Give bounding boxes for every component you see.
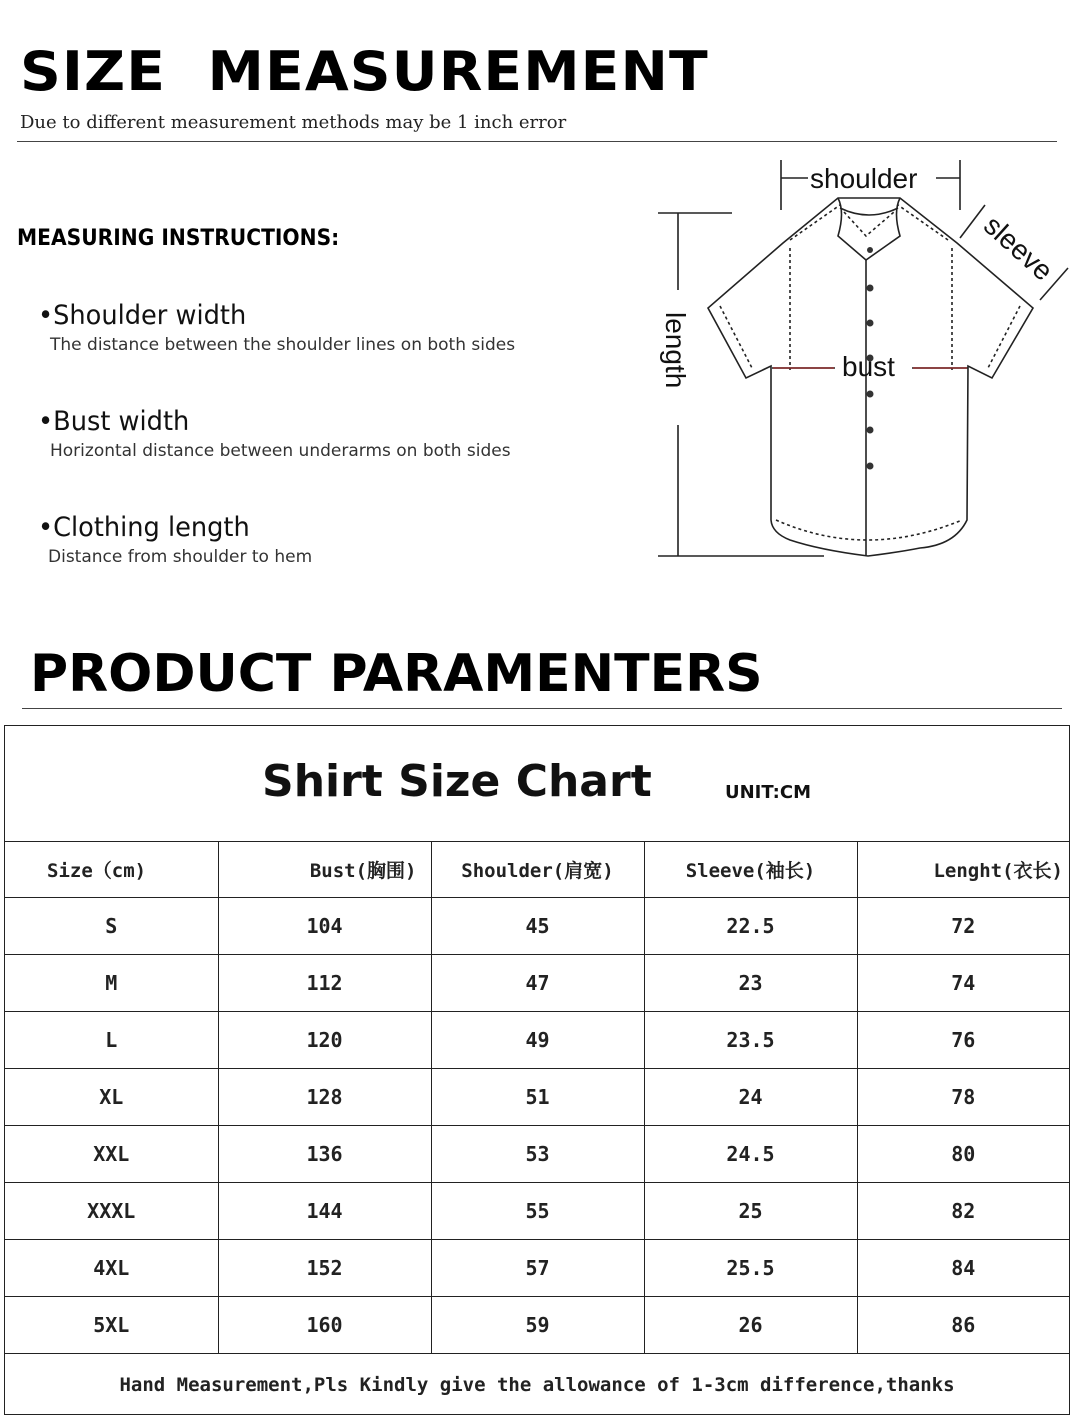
table-cell: 49 <box>431 1012 644 1069</box>
table-cell: 24.5 <box>644 1126 857 1183</box>
table-row <box>5 1297 1069 1354</box>
size-chart <box>4 725 1070 1415</box>
table-cell: 76 <box>857 1012 1069 1069</box>
table-cell: 51 <box>431 1069 644 1126</box>
column-header: Size（cm) <box>5 841 218 898</box>
table-row <box>5 1012 1069 1069</box>
table-cell: XXL <box>5 1126 218 1183</box>
table-cell: 25 <box>644 1183 857 1240</box>
instruction-shoulder <box>38 300 515 355</box>
instruction-desc: Horizontal distance between underarms on both sides <box>50 441 511 461</box>
instruction-title: •Clothing length <box>38 512 250 543</box>
table-cell: 128 <box>218 1069 431 1126</box>
chart-unit: UNIT:CM <box>725 782 811 803</box>
table-row <box>5 1240 1069 1297</box>
table-cell: 22.5 <box>644 898 857 955</box>
instruction-title: •Shoulder width <box>38 300 247 331</box>
chart-footnote: Hand Measurement,Pls Kindly give the allowance of 1-3cm difference,thanks <box>119 1374 955 1396</box>
table-cell: 86 <box>857 1297 1069 1354</box>
table-header-row <box>5 841 1069 898</box>
page-subtitle: Due to different measurement methods may be 1 inch error <box>20 112 567 133</box>
table-cell: 74 <box>857 955 1069 1012</box>
table-cell: L <box>5 1012 218 1069</box>
shirt-diagram <box>640 150 1070 570</box>
button-icon <box>867 320 874 327</box>
page-title: SIZE MEASUREMENT <box>20 40 709 103</box>
table-cell: 78 <box>857 1069 1069 1126</box>
table-cell: 120 <box>218 1012 431 1069</box>
button-icon <box>867 463 874 470</box>
table-cell: 45 <box>431 898 644 955</box>
table-cell: XL <box>5 1069 218 1126</box>
table-row <box>5 1069 1069 1126</box>
shoulder-label: shoulder <box>810 163 918 194</box>
table-cell: 53 <box>431 1126 644 1183</box>
instruction-desc: Distance from shoulder to hem <box>48 547 313 567</box>
table-cell: 72 <box>857 898 1069 955</box>
chart-header <box>5 726 1069 842</box>
table-cell: 84 <box>857 1240 1069 1297</box>
instruction-bust <box>38 406 511 461</box>
size-table <box>5 841 1069 1354</box>
bust-label: bust <box>842 351 895 382</box>
table-cell: 152 <box>218 1240 431 1297</box>
column-header: Sleeve(袖长) <box>644 841 857 898</box>
table-cell: 59 <box>431 1297 644 1354</box>
table-cell: 55 <box>431 1183 644 1240</box>
button-icon <box>867 427 874 434</box>
table-cell: 104 <box>218 898 431 955</box>
sleeve-label: sleeve <box>977 209 1059 287</box>
table-cell: 57 <box>431 1240 644 1297</box>
instruction-desc: The distance between the shoulder lines on both sides <box>50 335 516 355</box>
button-icon <box>867 391 874 398</box>
chart-title: Shirt Size Chart <box>262 756 652 807</box>
table-cell: 144 <box>218 1183 431 1240</box>
table-cell: 82 <box>857 1183 1069 1240</box>
table-cell: 47 <box>431 955 644 1012</box>
divider <box>22 708 1062 709</box>
table-cell: 80 <box>857 1126 1069 1183</box>
instructions-heading: MEASURING INSTRUCTIONS: <box>17 226 340 251</box>
table-row <box>5 1126 1069 1183</box>
params-title: PRODUCT PARAMENTERS <box>30 644 763 704</box>
instruction-title: •Bust width <box>38 406 190 437</box>
table-cell: M <box>5 955 218 1012</box>
table-row <box>5 898 1069 955</box>
table-cell: 4XL <box>5 1240 218 1297</box>
column-header: Shoulder(肩宽) <box>431 841 644 898</box>
table-cell: S <box>5 898 218 955</box>
table-cell: 112 <box>218 955 431 1012</box>
instruction-length <box>38 512 312 567</box>
table-cell: 160 <box>218 1297 431 1354</box>
table-row <box>5 955 1069 1012</box>
table-row <box>5 1183 1069 1240</box>
button-icon <box>867 285 874 292</box>
table-cell: 26 <box>644 1297 857 1354</box>
column-header: Bust(胸围) <box>218 841 431 898</box>
table-cell: XXXL <box>5 1183 218 1240</box>
table-cell: 24 <box>644 1069 857 1126</box>
divider <box>17 141 1057 142</box>
table-cell: 136 <box>218 1126 431 1183</box>
length-label: length <box>660 312 691 389</box>
table-cell: 23.5 <box>644 1012 857 1069</box>
button-icon <box>867 247 873 253</box>
column-header: Lenght(衣长) <box>857 841 1069 898</box>
table-cell: 25.5 <box>644 1240 857 1297</box>
table-cell: 5XL <box>5 1297 218 1354</box>
table-cell: 23 <box>644 955 857 1012</box>
